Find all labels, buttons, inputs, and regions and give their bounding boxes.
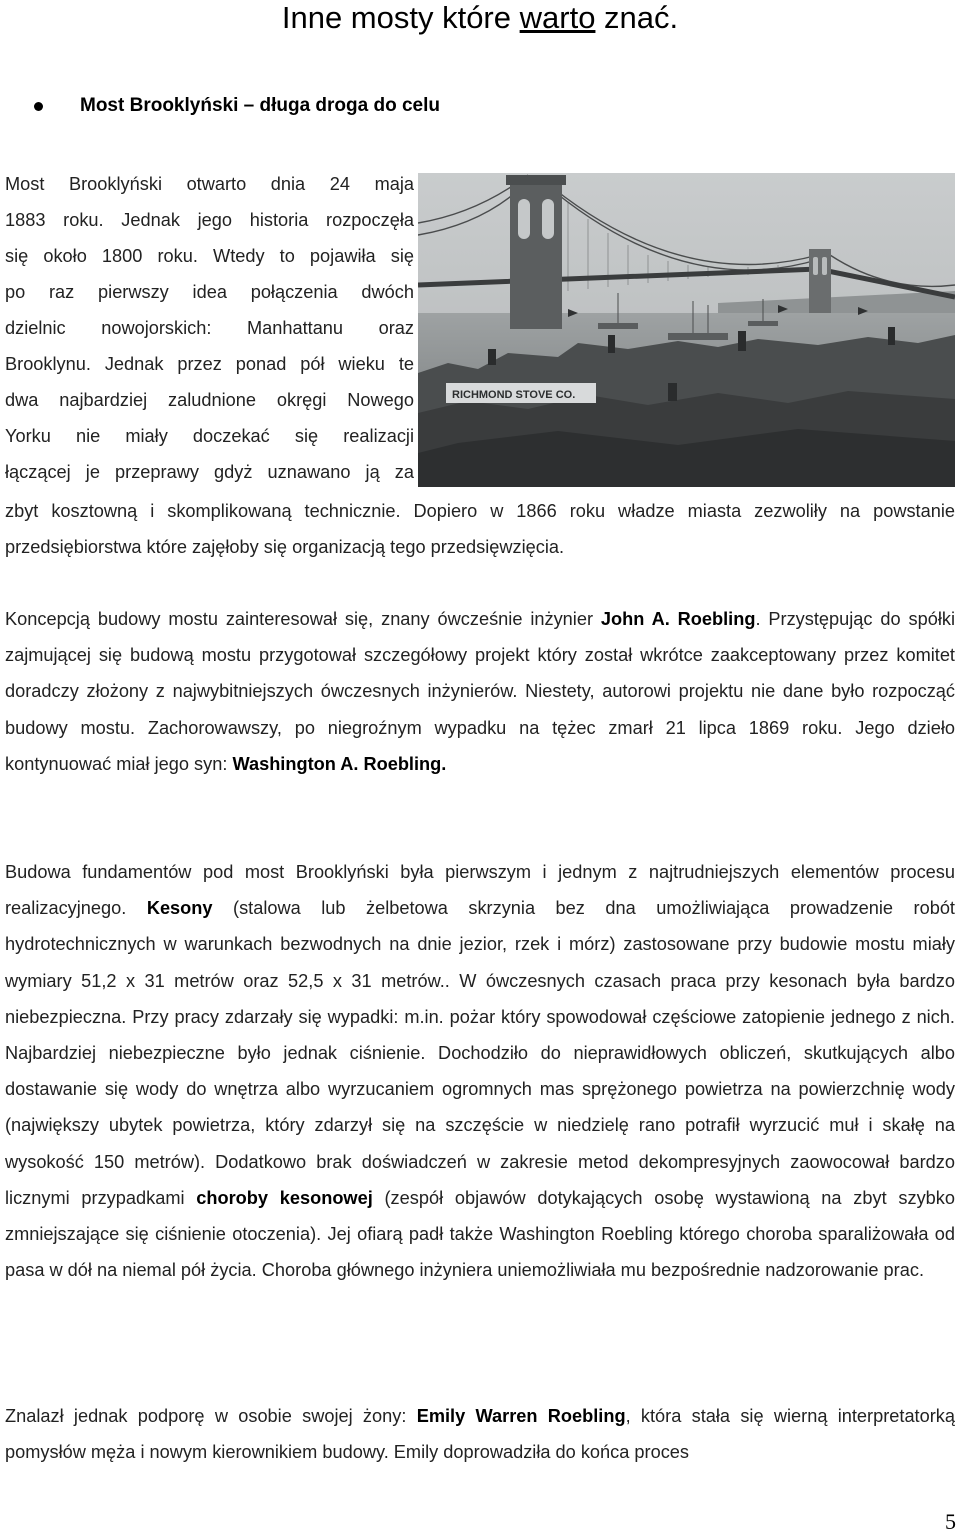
- section-heading-text: Most Brooklyński – długa droga do celu: [80, 95, 440, 116]
- p3-text-1: Budowa fundamentów pod most Brooklyński była pierwszym i jednym z najtrudniejszych elementów procesu realizacyjnego.: [5, 862, 955, 919]
- paragraph-roebling: [5, 601, 955, 782]
- p3-bold-2: choroby kesonowej: [196, 1187, 373, 1208]
- intro-continuation: zbyt kosztowną i skomplikowaną technicznie. Dopiero w 1866 roku władze miasta zezwoliły na powstanie przedsiębiorstwa które zajęłoby się organizacją tego przedsięwzięcia.: [5, 501, 955, 558]
- intro-line: łączącej je przeprawy gdyż uznawano ją za: [5, 462, 414, 482]
- p4-bold-1: Emily Warren Roebling: [416, 1406, 626, 1426]
- intro-line: się około 1800 roku. Wtedy to pojawiła się: [5, 246, 414, 266]
- paragraph-caissons: [5, 854, 955, 1288]
- title-part-1: Inne mosty które: [281, 0, 520, 35]
- section-heading: [34, 92, 440, 120]
- signboard-text: RICHMOND STOVE CO.: [452, 389, 576, 401]
- intro-line: Yorku nie miały doczekać się realizacji: [5, 426, 414, 446]
- title-part-2: znać.: [595, 0, 679, 35]
- p2-text-2: . Przystępując do spółki zajmującej się budową mostu przygotował szczegółowy projekt który został wkrótce zaakceptowany przez komitet doradczy złożony z najwybitniejszych ówczesnych inżynierów. Niestety, autorowi projektu nie dane było rozpocząć budowy mostu. Zachorowawszy, po niegroźnym wypadku na tężec zmarł 21 lipca 1869 roku. Jego dzieło kontynuować miał jego syn:: [5, 609, 956, 774]
- intro-line: po raz pierwszy idea połączenia dwóch: [5, 282, 414, 302]
- page-title: [0, 0, 960, 36]
- p2-bold-1: John A. Roebling: [600, 609, 756, 629]
- p3-bold-1: Kesony: [146, 898, 213, 919]
- paragraph-emily: [5, 1398, 955, 1470]
- p2-bold-2: Washington A. Roebling.: [232, 753, 447, 774]
- p2-text-1: Koncepcją budowy mostu zainteresował się, znany ówcześnie inżynier: [5, 609, 601, 629]
- p4-text-2: , która stała się wierną interpretatorką pomysłów męża i nowym kierownikiem budowy. Emily doprowadziła do końca proces: [5, 1406, 955, 1463]
- title-underlined-word: warto: [519, 0, 596, 35]
- intro-line: Most Brooklyński otwarto dnia 24 maja: [5, 174, 414, 194]
- p3-text-2: (stalowa lub żelbetowa skrzynia bez dna umożliwiająca prowadzenie robót hydrotechnicznych w warunkach bezwodnych na dnie jezior, rzek i mórz) zastosowane przy budowie mostu miały wymiary 51,2 x 31 metrów oraz 52,5 x 31 metrów.. W ówczesnych czasach praca przy kesonach była bardzo niebezpieczna. Przy pracy zdarzały się wypadki: m.in. pożar który spowodował częściowe zatopienie jednego z nich. Najbardziej niebezpieczne było jednak ciśnienie. Dochodziło do nieprawidłowych obliczeń, skutkujących albo dostawanie się wody do wnętrza albo wyrzucaniem ogromnych mas sprężonego powietrza na powierzchnię wody (największy ubytek powietrza, który zdarzył się na szczęście w niedzielę rano potrafił wyrzucić muł i skałę na wysokość 150 metrów). Dodatkowo brak doświadczeń w zakresie metod dekompresyjnych zaowocował bardzo licznymi przypadkami: [5, 898, 955, 1208]
- intro-line: 1883 roku. Jednak jego historia rozpoczęła: [5, 210, 414, 230]
- brooklyn-bridge-photo: [418, 173, 955, 487]
- intro-line: dwa najbardziej zaludnione okręgi Nowego: [5, 390, 414, 410]
- p3-text-3: (zespół objawów dotykających osobę wystawioną na zbyt szybko zmniejszające się ciśnienie otoczenia). Jej ofiarą padł także Washington Roebling którego choroba sparaliżowała od pasa w dół na niemal pół życia. Choroba głównego inżyniera uniemożliwiała mu bezpośrednie nadzorowanie prac.: [5, 1187, 955, 1281]
- page-number: 5: [945, 1509, 956, 1534]
- intro-line: dzielnic nowojorskich: Manhattanu oraz: [5, 318, 414, 338]
- intro-line: Brooklynu. Jednak przez ponad pół wieku te: [5, 354, 414, 374]
- p4-text-1: Znalazł jednak podporę w osobie swojej żony:: [5, 1406, 417, 1426]
- bullet-icon: [34, 102, 43, 111]
